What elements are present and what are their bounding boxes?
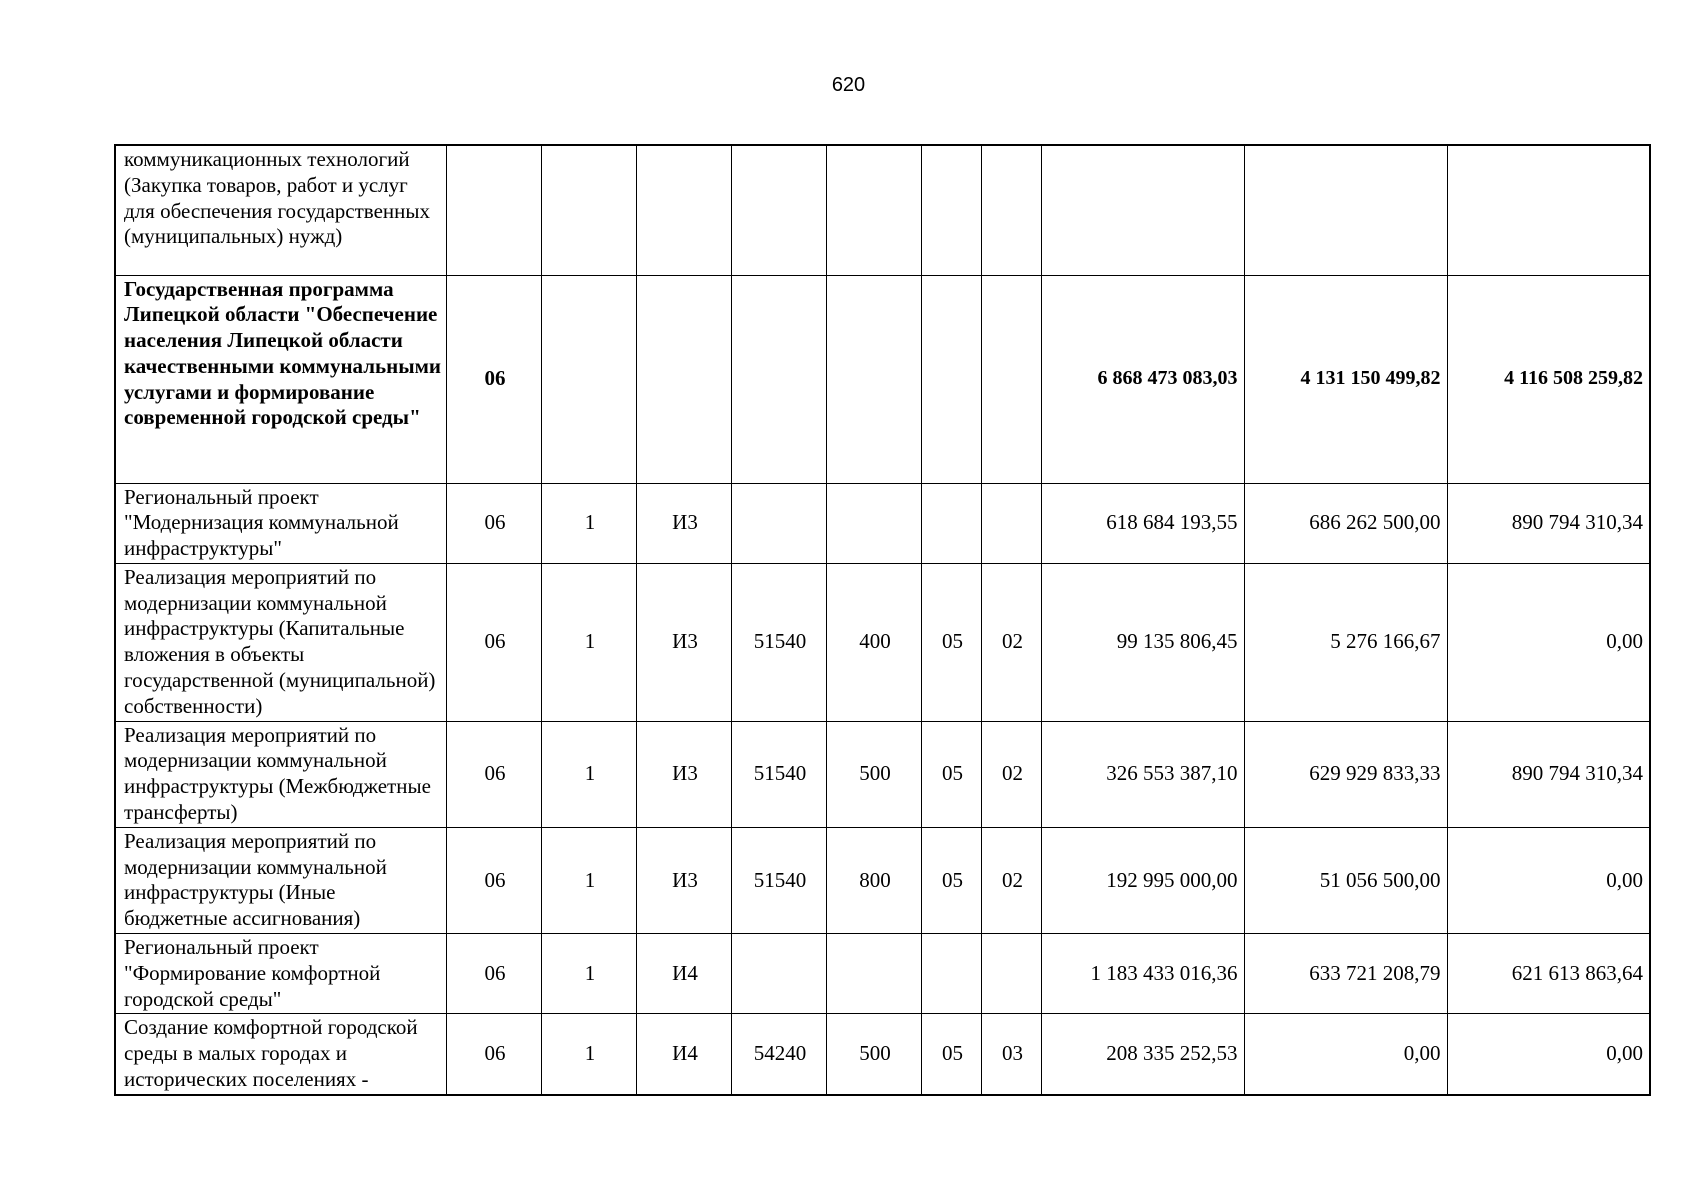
amount-3: 4 116 508 259,82: [1447, 275, 1650, 483]
row-name: Региональный проект "Формирование комфортной городской среды": [115, 934, 446, 1014]
amount-2: 51 056 500,00: [1244, 827, 1447, 933]
table-row: [115, 275, 1650, 483]
amount-3: 890 794 310,34: [1447, 721, 1650, 827]
budget-table: [114, 144, 1651, 1096]
amount-2: 5 276 166,67: [1244, 563, 1447, 721]
rz-code: [921, 483, 981, 563]
amount-1: 326 553 387,10: [1041, 721, 1244, 827]
gp-code: 06: [446, 275, 541, 483]
table-row: [115, 1014, 1650, 1095]
section-code: [636, 145, 731, 275]
rz-code: 05: [921, 827, 981, 933]
amount-3: [1447, 145, 1650, 275]
amount-1: 6 868 473 083,03: [1041, 275, 1244, 483]
amount-2: 4 131 150 499,82: [1244, 275, 1447, 483]
amount-1: 1 183 433 016,36: [1041, 934, 1244, 1014]
amount-1: 208 335 252,53: [1041, 1014, 1244, 1095]
gp-code: 06: [446, 563, 541, 721]
gp-code: 06: [446, 721, 541, 827]
gp-code: 06: [446, 483, 541, 563]
direction-code: 51540: [731, 827, 826, 933]
direction-code: 51540: [731, 721, 826, 827]
expense-type-code: 500: [826, 1014, 921, 1095]
pr-code: 02: [981, 827, 1041, 933]
section-code: И3: [636, 721, 731, 827]
subprogram-code: 1: [541, 721, 636, 827]
subprogram-code: 1: [541, 563, 636, 721]
subprogram-code: 1: [541, 827, 636, 933]
amount-1: [1041, 145, 1244, 275]
amount-1: 192 995 000,00: [1041, 827, 1244, 933]
section-code: И3: [636, 563, 731, 721]
pr-code: 02: [981, 563, 1041, 721]
rz-code: 05: [921, 563, 981, 721]
pr-code: 02: [981, 721, 1041, 827]
amount-1: 99 135 806,45: [1041, 563, 1244, 721]
rz-code: 05: [921, 1014, 981, 1095]
amount-3: 0,00: [1447, 563, 1650, 721]
rz-code: 05: [921, 721, 981, 827]
subprogram-code: 1: [541, 934, 636, 1014]
amount-3: 621 613 863,64: [1447, 934, 1650, 1014]
amount-2: 0,00: [1244, 1014, 1447, 1095]
pr-code: [981, 145, 1041, 275]
pr-code: 03: [981, 1014, 1041, 1095]
section-code: [636, 275, 731, 483]
gp-code: 06: [446, 934, 541, 1014]
section-code: И4: [636, 934, 731, 1014]
pr-code: [981, 275, 1041, 483]
row-name: Реализация мероприятий по модернизации коммунальной инфраструктуры (Капитальные вложения в объекты государственной (муниципальной) собственности): [115, 563, 446, 721]
table-row: [115, 145, 1650, 275]
direction-code: [731, 934, 826, 1014]
expense-type-code: 500: [826, 721, 921, 827]
row-name: Создание комфортной городской среды в малых городах и исторических поселениях -: [115, 1014, 446, 1095]
row-name: Региональный проект "Модернизация коммунальной инфраструктуры": [115, 483, 446, 563]
expense-type-code: [826, 145, 921, 275]
table-row: [115, 934, 1650, 1014]
subprogram-code: [541, 145, 636, 275]
amount-2: 629 929 833,33: [1244, 721, 1447, 827]
expense-type-code: [826, 275, 921, 483]
rz-code: [921, 934, 981, 1014]
gp-code: 06: [446, 827, 541, 933]
row-name: коммуникационных технологий (Закупка товаров, работ и услуг для обеспечения государственных (муниципальных) нужд): [115, 145, 446, 275]
rz-code: [921, 275, 981, 483]
gp-code: 06: [446, 1014, 541, 1095]
section-code: И3: [636, 483, 731, 563]
expense-type-code: [826, 483, 921, 563]
subprogram-code: 1: [541, 483, 636, 563]
table-row: [115, 721, 1650, 827]
subprogram-code: 1: [541, 1014, 636, 1095]
direction-code: [731, 483, 826, 563]
table-row: [115, 827, 1650, 933]
amount-2: [1244, 145, 1447, 275]
table-row: [115, 483, 1650, 563]
amount-3: 0,00: [1447, 1014, 1650, 1095]
row-name: Реализация мероприятий по модернизации коммунальной инфраструктуры (Межбюджетные трансферты): [115, 721, 446, 827]
amount-1: 618 684 193,55: [1041, 483, 1244, 563]
amount-3: 890 794 310,34: [1447, 483, 1650, 563]
amount-3: 0,00: [1447, 827, 1650, 933]
rz-code: [921, 145, 981, 275]
expense-type-code: [826, 934, 921, 1014]
expense-type-code: 800: [826, 827, 921, 933]
amount-2: 633 721 208,79: [1244, 934, 1447, 1014]
expense-type-code: 400: [826, 563, 921, 721]
pr-code: [981, 934, 1041, 1014]
row-name: Государственная программа Липецкой области "Обеспечение населения Липецкой области качественными коммунальными услугами и формирование современной городской среды": [115, 275, 446, 483]
gp-code: [446, 145, 541, 275]
direction-code: [731, 145, 826, 275]
direction-code: 51540: [731, 563, 826, 721]
amount-2: 686 262 500,00: [1244, 483, 1447, 563]
pr-code: [981, 483, 1041, 563]
row-name: Реализация мероприятий по модернизации коммунальной инфраструктуры (Иные бюджетные ассигнования): [115, 827, 446, 933]
section-code: И3: [636, 827, 731, 933]
section-code: И4: [636, 1014, 731, 1095]
direction-code: 54240: [731, 1014, 826, 1095]
page-number: 620: [831, 74, 866, 96]
subprogram-code: [541, 275, 636, 483]
table-row: [115, 563, 1650, 721]
direction-code: [731, 275, 826, 483]
